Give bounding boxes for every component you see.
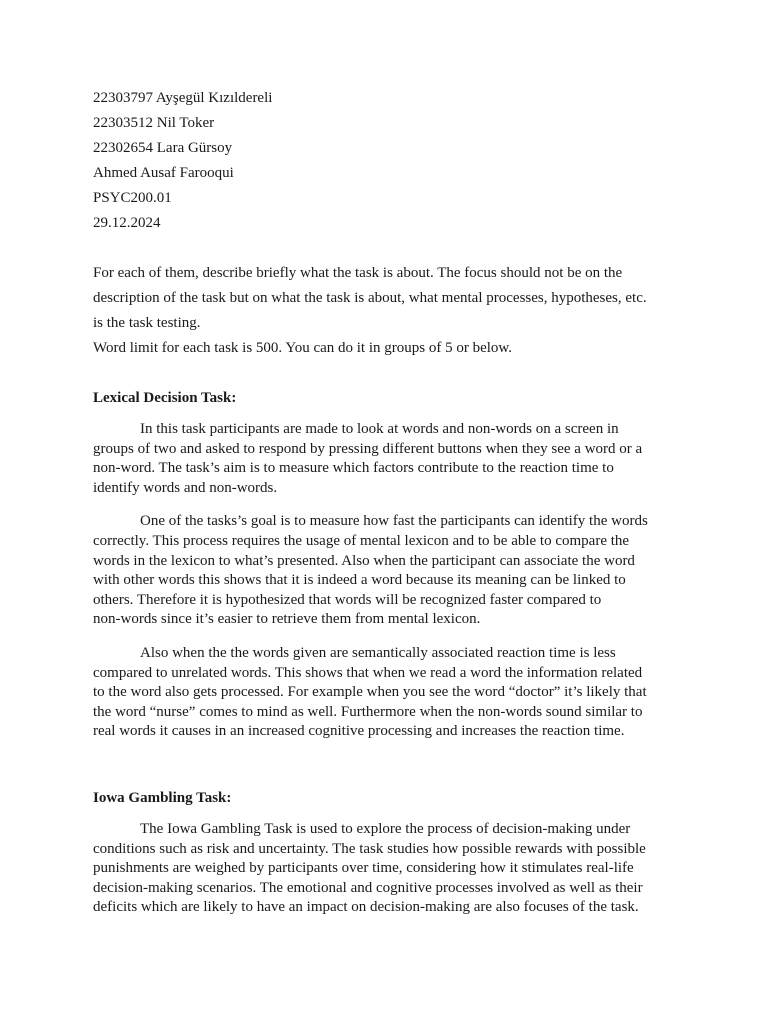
student-line-3: 22302654 Lara Gürsoy	[93, 140, 233, 156]
section-title: Iowa Gambling Task:	[93, 790, 232, 806]
section-iowa-gambling	[93, 786, 693, 918]
paragraph-line: with other words this shows that it is indeed a word because its meaning can be linked to	[93, 572, 626, 589]
paragraph-line: to the word also gets processed. For example when you see the word “doctor” it’s likely that	[93, 684, 647, 701]
instruction-line: For each of them, describe briefly what the task is about. The focus should not be on the	[93, 265, 623, 281]
student-line-4: Ahmed Ausaf Farooqui	[93, 165, 234, 181]
date: 29.12.2024	[93, 215, 161, 231]
paragraph-line: others. Therefore it is hypothesized that words will be recognized faster compared to	[93, 591, 602, 608]
paragraph-line: non-word. The task’s aim is to measure which factors contribute to the reaction time to	[93, 460, 614, 477]
paragraph-line: One of the tasks’s goal is to measure how fast the participants can identify the words	[140, 513, 648, 530]
student-line-1: 22303797 Ayşegül Kızıldereli	[93, 90, 273, 106]
header-block	[93, 86, 673, 236]
instruction-line: is the task testing.	[93, 315, 201, 331]
student-line-2: 22303512 Nil Toker	[93, 115, 215, 131]
section-title: Lexical Decision Task:	[93, 390, 237, 406]
paragraph-line: Also when the the words given are semantically associated reaction time is less	[140, 644, 616, 661]
paragraph-line: the word “nurse” comes to mind as well. Furthermore when the non-words sound similar to	[93, 703, 643, 720]
paragraph	[93, 420, 693, 498]
paragraph	[93, 820, 693, 918]
section-lexical-decision	[93, 386, 693, 742]
paragraph-line: words in the lexicon to what’s presented. Also when the participant can associate the word	[93, 552, 635, 569]
instruction-line: Word limit for each task is 500. You can do it in groups of 5 or below.	[93, 340, 513, 356]
paragraph-line: The Iowa Gambling Task is used to explore the process of decision-making under	[140, 821, 631, 837]
paragraph-line: non-words since it’s easier to retrieve them from mental lexicon.	[93, 611, 481, 628]
paragraph-line: groups of two and asked to respond by pressing different buttons when they see a word or a	[93, 440, 643, 457]
paragraph	[93, 644, 693, 742]
paragraph-line: decision-making scenarios. The emotional and cognitive processes involved as well as their	[93, 879, 643, 896]
paragraph-line: real words it causes in an increased cognitive processing and increases the reaction time.	[93, 723, 625, 740]
paragraph-line: deficits which are likely to have an impact on decision-making are also focuses of the task.	[93, 899, 639, 916]
paragraph-line: conditions such as risk and uncertainty. The task studies how possible rewards with possible	[93, 840, 646, 857]
paragraph	[93, 512, 693, 630]
course-code: PSYC200.01	[93, 190, 172, 206]
paragraph-line: compared to unrelated words. This shows that when we read a word the information related	[93, 664, 643, 681]
instruction-line: description of the task but on what the task is about, what mental processes, hypotheses, etc.	[93, 290, 647, 306]
paragraph-line: punishments are weighed by participants over time, considering how it stimulates real-life	[93, 860, 634, 877]
paragraph-line: In this task participants are made to look at words and non-words on a screen in	[140, 421, 619, 437]
paragraph-line: identify words and non-words.	[93, 479, 278, 496]
paragraph-line: correctly. This process requires the usage of mental lexicon and to be able to compare the	[93, 532, 630, 549]
instructions-block	[93, 261, 673, 361]
document-page	[93, 86, 673, 916]
